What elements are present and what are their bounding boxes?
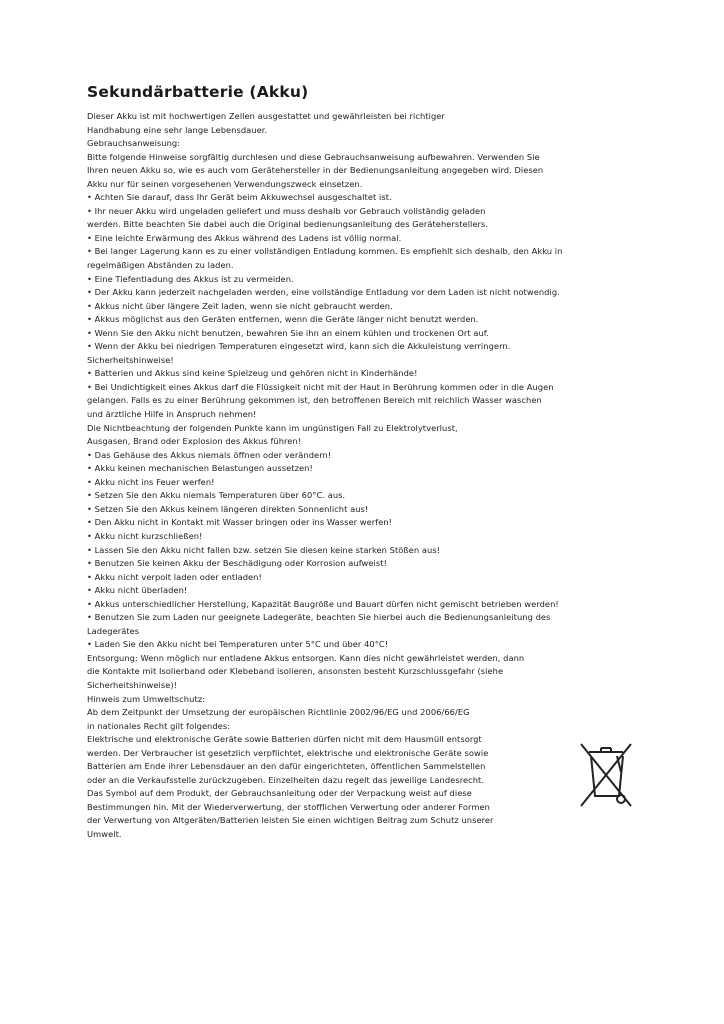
text-line: Ladegerätes [87,625,140,636]
text-line: Die Nichtbeachtung der folgenden Punkte kann im ungünstigen Fall zu Elektrolytverlust, [87,422,458,433]
text-line: die Kontakte mit Isolierband oder Klebeband isolieren, ansonsten besteht Kurzschlussgefahr (siehe [87,666,504,677]
text-line: • Akku nicht verpolt laden oder entladen! [87,571,262,582]
text-line: Umwelt. [87,828,122,839]
text-line: • Wenn der Akku bei niedrigen Temperaturen eingesetzt wird, kann sich die Akkuleistung verringern. [87,341,511,352]
text-line: Hinweis zum Umweltschutz: [87,693,205,704]
text-line: und ärztliche Hilfe in Anspruch nehmen! [87,409,257,420]
text-line: Ihren neuen Akku so, wie es auch vom Gerätehersteller in der Bedienungsanleitung angegeben wird. Diesen [87,165,544,176]
text-line: in nationales Recht gilt folgendes: [87,720,231,731]
text-line: Ab dem Zeitpunkt der Umsetzung der europäischen Richtlinie 2002/96/EG und 2006/66/EG [87,707,470,718]
text-line: Sicherheitshinweise)! [87,679,178,690]
text-line: • Eine Tiefentladung des Akkus ist zu vermeiden. [87,273,294,284]
text-line: • Setzen Sie den Akku niemals Temperaturen über 60°C. aus. [87,490,346,501]
text-line: • Eine leichte Erwärmung des Akkus während des Ladens ist völlig normal. [87,232,402,243]
text-line: • Akkus nicht über längere Zeit laden, wenn sie nicht gebraucht werden. [87,300,393,311]
text-line: der Verwertung von Altgeräten/Batterien leisten Sie einen wichtigen Beitrag zum Schutz unserer [87,815,494,826]
text-line: • Akku nicht überladen! [87,585,188,596]
text-line: • Benutzen Sie zum Laden nur geeignete Ladegeräte, beachten Sie hierbei auch die Bedienungsanleitung des [87,612,551,623]
text-line: Elektrische und elektronische Geräte sowie Batterien dürfen nicht mit dem Hausmüll entsorgt [87,734,482,745]
text-line: gelangen. Falls es zu einer Berührung gekommen ist, den betroffenen Bereich mit reichlich Wasser waschen [87,395,542,406]
text-line: • Bei Undichtigkeit eines Akkus darf die Flüssigkeit nicht mit der Haut in Berührung kommen oder in die Augen [87,381,554,392]
text-line: oder an die Verkaufsstelle zurückzugeben. Einzelheiten dazu regelt das jeweilige Landesrecht. [87,774,485,785]
text-line: Sicherheitshinweise! [87,354,174,365]
text-line: Batterien am Ende ihrer Lebensdauer an den dafür eingerichteten, öffentlichen Sammelstellen [87,761,486,772]
text-line: Ausgasen, Brand oder Explosion des Akkus führen! [87,436,302,447]
text-line: • Akku keinen mechanischen Belastungen aussetzen! [87,463,313,474]
text-line: • Das Gehäuse des Akkus niemals öffnen oder verändern! [87,449,332,460]
text-line: • Akku nicht kurzschließen! [87,530,203,541]
text-line: • Achten Sie darauf, dass Ihr Gerät beim Akkuwechsel ausgeschaltet ist. [87,192,392,203]
text-line: • Ihr neuer Akku wird ungeladen geliefert und muss deshalb vor Gebrauch vollständig geladen [87,205,486,216]
crossed-out-wheelie-bin-icon [577,740,635,810]
text-line: • Akkus unterschiedlicher Herstellung, Kapazität Baugröße und Bauart dürfen nicht gemischt betrieben werden! [87,598,559,609]
text-line: • Setzen Sie den Akkus keinem längeren direkten Sonnenlicht aus! [87,503,369,514]
text-line: • Wenn Sie den Akku nicht benutzen, bewahren Sie ihn an einem kühlen und trockenen Ort auf. [87,327,489,338]
text-line: Bestimmungen hin. Mit der Wiederverwertung, der stofflichen Verwertung oder anderer Formen [87,801,490,812]
text-line: Akku nur für seinen vorgesehenen Verwendungszweck einsetzen. [87,178,363,189]
text-line: Bitte folgende Hinweise sorgfältig durchlesen und diese Gebrauchsanweisung aufbewahren. Verwenden Sie [87,151,540,162]
text-line: • Der Akku kann jederzeit nachgeladen werden, eine vollständige Entladung vor dem Laden ist nicht notwendig. [87,287,560,298]
text-line: • Benutzen Sie keinen Akku der Beschädigung oder Korrosion aufweist! [87,558,387,569]
text-line: Dieser Akku ist mit hochwertigen Zellen ausgestattet und gewährleisten bei richtiger [87,111,445,121]
text-line: • Akku nicht ins Feuer werfen! [87,476,215,487]
text-line: Entsorgung: Wenn möglich nur entladene Akkus entsorgen. Kann dies nicht gewährleistet werden, dann [87,652,525,663]
document-body [87,110,647,842]
document-title: Sekundärbatterie (Akku) [87,83,309,101]
text-line: Gebrauchsanweisung: [87,138,181,149]
text-line: werden. Bitte beachten Sie dabei auch die Original bedienungsanleitung des Geräteherstellers. [87,219,489,230]
text-line: • Akkus möglichst aus den Geräten entfernen, wenn die Geräte länger nicht benutzt werden. [87,314,479,325]
text-line: Das Symbol auf dem Produkt, der Gebrauchsanleitung oder der Verpackung weist auf diese [87,788,472,799]
text-line: Handhabung eine sehr lange Lebensdauer. [87,124,268,135]
text-line: • Lassen Sie den Akku nicht fallen bzw. setzen Sie diesen keine starken Stößen aus! [87,544,441,555]
text-line: werden. Der Verbraucher ist gesetzlich verpflichtet, elektrische und elektronische Geräte sowie [87,747,489,758]
text-line: • Den Akku nicht in Kontakt mit Wasser bringen oder ins Wasser werfen! [87,517,393,528]
text-line: • Laden Sie den Akku nicht bei Temperaturen unter 5°C und über 40°C! [87,639,389,650]
text-line: • Batterien und Akkus sind keine Spielzeug und gehören nicht in Kinderhände! [87,368,418,379]
text-line: • Bei langer Lagerung kann es zu einer vollständigen Entladung kommen. Es empfiehlt sich deshalb, den Akku in [87,246,563,257]
text-line: regelmäßigen Abständen zu laden. [87,260,234,271]
